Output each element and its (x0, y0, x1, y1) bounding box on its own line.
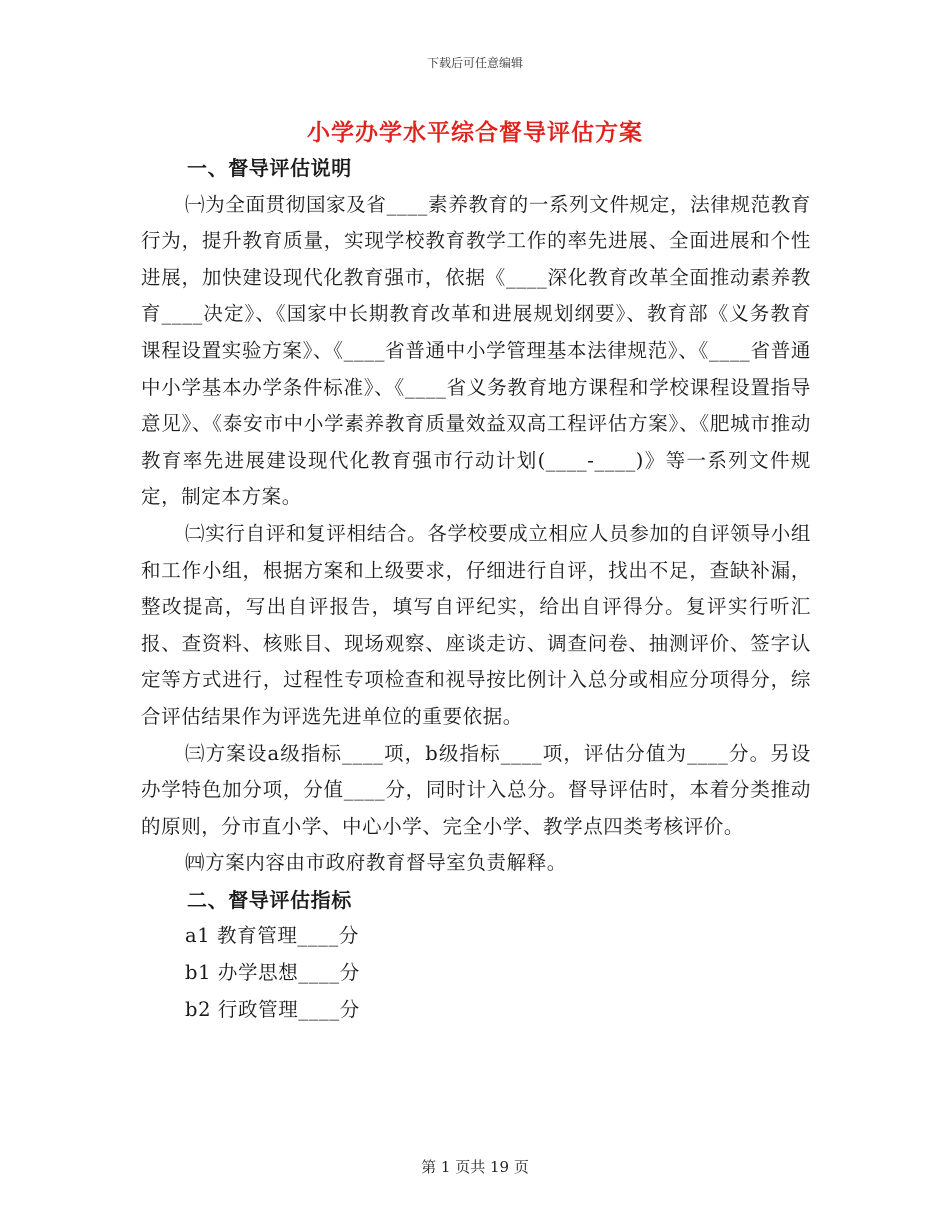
section-heading-2: 二、督导评估指标 (187, 887, 352, 912)
indicator-item: a1 教育管理____分 (185, 924, 359, 948)
section-heading-1: 一、督导评估说明 (187, 156, 352, 180)
document-title: 小学办学水平综合督导评估方案 (307, 119, 643, 146)
paragraph-3: ㈢方案设a级指标____项，b级指标____项，评估分值为____分。另设办学特色加分项，分值____分，同时计入总分。督导评估时，本着分类推动的原则，分市直小学、中心小学、完全小学、教学点四类考核评价。 (141, 741, 811, 838)
paragraph-4: ㈣方案内容由市政府教育督导室负责解释。 (185, 851, 567, 875)
indicator-item: b2 行政管理____分 (185, 997, 360, 1021)
paragraph-2: ㈡实行自评和复评相结合。各学校要成立相应人员参加的自评领导小组和工作小组，根据方案和上级要求，仔细进行自评，找出不足，查缺补漏，整改提高，写出自评报告，填写自评纪实，给出自评得分。复评实行听汇报、查资料、核账目、现场观察、座谈走访、调查问卷、抽测评价、签字认定等方式进行，过程性专项检查和视导按比例计入总分或相应分项得分，综合评估结果作为评选先进单位的重要依据。 (141, 521, 811, 728)
indicator-item: b1 办学思想____分 (185, 961, 360, 985)
paragraph-1: ㈠为全面贯彻国家及省____素养教育的一系列文件规定，法律规范教育行为，提升教育质量，实现学校教育教学工作的率先进展、全面进展和个性进展，加快建设现代化教育强市，依据《____深化教育改革全面推动素养教育____决定》、《国家中长期教育改革和进展规划纲要》、教育部《义务教育课程设置实验方案》、《____省普通中小学管理基本法律规范》、《____省普通中小学基本办学条件标准》、《____省义务教育地方课程和学校课程设置指导意见》、《泰安市中小学素养教育质量效益双高工程评估方案》、《肥城市推动教育率先进展建设现代化教育强市行动计划(____-____)》等一系列文件规定，制定本方案。 (141, 192, 811, 509)
header-note: 下载后可任意编辑 (426, 56, 523, 70)
page-number: 第 1 页共 19 页 (421, 1158, 529, 1176)
document-body (141, 150, 811, 1028)
